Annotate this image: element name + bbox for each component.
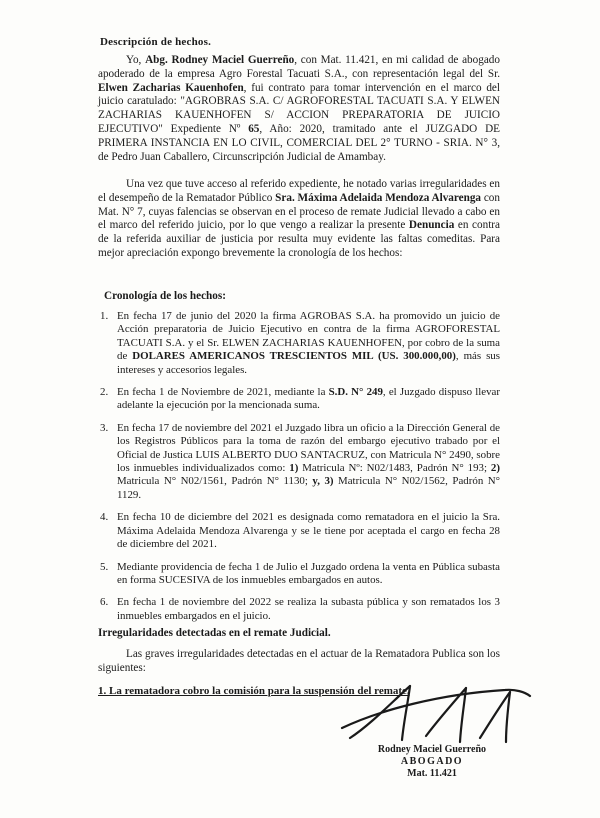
chronology-item: 5. Mediante providencia de fecha 1 de Julio el Juzgado ordena la venta en Pública subasta en forma SUCESIVA de los inmuebles embargados en autos. bbox=[100, 560, 500, 586]
sentence-number: S.D. N° 249 bbox=[328, 386, 383, 399]
intro-paragraph: Yo, Abg. Rodney Maciel Guerreño, con Mat. 11.421, en mi calidad de abogado apoderado de la empresa Agro Forestal Tacuati S.A., con representación legal del Sr. Elwen Zacharias Kauenhofen, fui contrato para tomar intervención en el marco del juicio caratulado: "AGROBRAS S.A. C/ AGROFORESTAL TACUATI S.A. Y ELWEN ZACHARIAS KAUENHOFEN S/ ACCION PREPARATORIA DE JUICIO EJECUTIVO" Expediente Nº 65, Año: 2020, tramitado ante el JUZGADO DE PRIMERA INSTANCIA EN LO CIVIL, COMERCIAL DEL 2° TURNO - SRIA. N° 3, de Pedro Juan Caballero, Circunscripción Judicial de Amambay. bbox=[98, 54, 500, 163]
item-number: 6. bbox=[100, 596, 109, 609]
lawyer-name: Abg. Rodney Maciel Guerreño bbox=[145, 54, 295, 66]
client-name: Elwen Zacharias Kauenhofen bbox=[98, 81, 244, 94]
denuncia-word: Denuncia bbox=[408, 219, 455, 232]
handwritten-signature bbox=[330, 680, 540, 750]
item-number: 5. bbox=[100, 560, 109, 573]
irregularities-title: Irregularidades detectadas en el remate Judicial. bbox=[98, 627, 331, 639]
item-number: 3. bbox=[100, 421, 109, 434]
item-number: 2. bbox=[100, 386, 109, 399]
signer-title: ABOGADO bbox=[400, 756, 464, 767]
signer-name: Rodney Maciel Guerreño bbox=[377, 744, 487, 755]
chronology-list bbox=[100, 310, 500, 632]
case-number: 65 bbox=[248, 122, 260, 135]
chronology-item: 4. En fecha 10 de diciembre del 2021 es designada como rematadora en el juicio la Sra. Máxima Adelaida Mendoza Alvarenga y se le tiene por aceptada el cargo en fecha 28 de diciembre del 2021. bbox=[100, 511, 500, 551]
irregularities-paragraph: Las graves irregularidades detectadas en el actuar de la Rematadora Publica son los siguientes: bbox=[98, 648, 500, 674]
section-heading: Descripción de hechos. bbox=[100, 36, 212, 48]
amount-text: DOLARES AMERICANOS TRESCIENTOS MIL (US. 300.000,00) bbox=[132, 350, 456, 363]
complaint-paragraph: Una vez que tuve acceso al referido expediente, he notado varias irregularidades en el desempeño de la Rematador Público Sra. Máxima Adelaida Mendoza Alvarenga con Mat. N° 7, cuyas falencias se observan en el proceso de remate Judicial llevado a cabo en el marco del referido juicio, por lo que vengo a realizar la presente Denuncia en contra de la referida auxiliar de justicia por resulta muy evidente las faltas comeditas. Para mejor apreciación expongo brevemente la cronología de los hechos: bbox=[98, 178, 500, 259]
signer-registration: Mat. 11.421 bbox=[407, 768, 457, 779]
auctioneer-name: Sra. Máxima Adelaida Mendoza Alvarenga bbox=[275, 191, 482, 204]
item-number: 1. bbox=[100, 310, 109, 322]
irregularity-item-1: 1. La rematadora cobro la comisión para la suspensión del remate. bbox=[98, 685, 410, 697]
signature-block bbox=[362, 744, 502, 780]
chronology-title: Cronología de los hechos: bbox=[104, 290, 226, 302]
chronology-item: 3. En fecha 17 de noviembre del 2021 el Juzgado libra un oficio a la Dirección General de los Registros Públicos para la toma de razón del embargo ejecutivo trabado por el Oficial de Justica LUIS ALBERTO DUO SANTACRUZ, con Matricula N° 2490, sobre los inmuebles individualizados como: 1) Matricula Nº: N02/1483, Padrón N° 193; 2) Matricula N° N02/1561, Padrón N° 1130; y, 3) Matricula N° N02/1562, Padrón N° 1129. bbox=[100, 421, 500, 501]
chronology-item: 2. En fecha 1 de Noviembre de 2021, mediante la S.D. N° 249, el Juzgado dispuso llevar adelante la ejecución por la mencionada suma. bbox=[100, 386, 500, 412]
item-number: 4. bbox=[100, 511, 109, 524]
chronology-item: 1. En fecha 17 de junio del 2020 la firma AGROBAS S.A. ha promovido un juicio de Acción preparatoria de Juicio Ejecutivo en contra de la firma AGROFORESTAL TACUATI S.A. y el Sr. ELWEN ZACHARIAS KAUENHOFEN, por cobro de la suma de DOLARES AMERICANOS TRESCIENTOS MIL (US. 300.000,00), más sus intereses y accesorios legales. bbox=[100, 310, 500, 376]
chronology-item: 6. En fecha 1 de noviembre del 2022 se realiza la subasta pública y son rematados los 3 inmuebles embargados en el juicio. bbox=[100, 596, 500, 622]
